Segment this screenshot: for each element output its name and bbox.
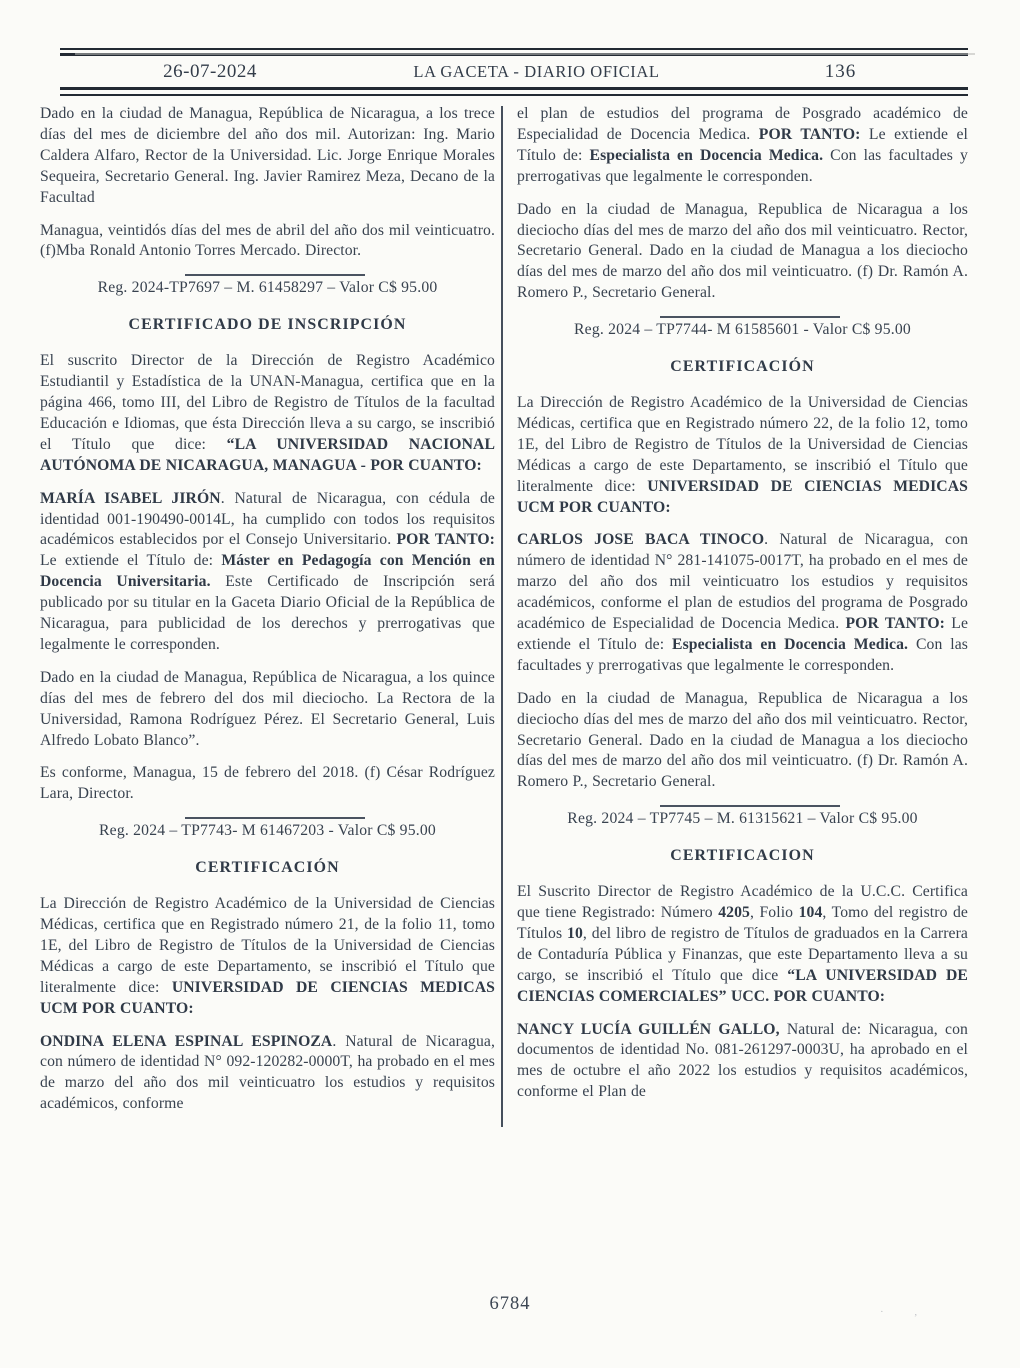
heading-certificado-de-inscripcion: CERTIFICADO DE INSCRIPCIÓN — [128, 316, 407, 334]
paragraph-direccion-registro-21: La Dirección de Registro Académico de la Universidad de Ciencias Médicas, certifica que en Registrado número 21, de la folio 11, tomo 1E, del Libro de Registro de Títulos de la Universidad de Ciencias Médicas a cargo de este Departamento, se inscribió el Título que literalmente dice: UNIVERSIDAD DE CIENCIAS MEDICAS UCM POR CUANTO: — [40, 895, 495, 1017]
registration-line-tp7697 — [40, 274, 495, 299]
paragraph-es-conforme: Es conforme, Managua, 15 de febrero del 2018. (f) César Rodríguez Lara, Director. — [40, 764, 495, 803]
registration-overline — [185, 817, 365, 819]
registration-overline — [185, 274, 365, 276]
heading-certificacion-right-2: CERTIFICACION — [670, 847, 815, 865]
registration-overline — [660, 805, 840, 807]
heading-certificacion-left: CERTIFICACIÓN — [195, 859, 340, 877]
scan-artifact-line — [75, 53, 975, 55]
paragraph-dado-managua-autorizan: Dado en la ciudad de Managua, República de Nicaragua, a los trece días del mes de diciembre del año dos mil. Autorizan: Ing. Mario Caldera Alfaro, Rector de la Universidad. Lic. Jorge Enrique Morales Sequeira, Secretario General. Ing. Javier Ramirez Meza, Decano de la Facultad — [40, 105, 495, 206]
scan-artifact-marks: · , — [880, 1306, 932, 1318]
column-divider-rule — [501, 106, 503, 1127]
paragraph-dado-quince-febrero: Dado en la ciudad de Managua, República de Nicaragua, a los quince días del mes de febrero del dos mil dieciocho. La Rectora de la Universidad, Ramona Rodríguez Pérez. El Secretario General, Luis Alfredo Lobato Blanco”. — [40, 668, 495, 749]
registration-line-tp7743 — [40, 817, 495, 842]
paragraph-dado-dieciocho-marzo-2: Dado en la ciudad de Managua, Republica de Nicaragua a los dieciocho días del mes de marzo del año dos mil veinticuatro. Rector, Secretario General. Dado en la ciudad de Managua a los dieciocho días del mes de marzo del año dos mil veinticuatro. (f) Dr. Ramón A. Romero P., Secretario General. — [517, 689, 968, 791]
paragraph-managua-director: Managua, veintidós días del mes de abril del año dos mil veinticuatro. (f)Mba Ronald Antonio Torres Mercado. Director. — [40, 221, 495, 260]
left-column — [40, 104, 495, 1127]
paragraph-direccion-registro-22: La Dirección de Registro Académico de la Universidad de Ciencias Médicas, certifica que en Registrado número 22, de la folio 12, tomo 1E, del Libro de Registro de Títulos de la Universidad de Ciencias Médicas a cargo de este Departamento, se inscribió el Título que literalmente dice: UNIVERSIDAD DE CIENCIAS MEDICAS UCM POR CUANTO: — [517, 393, 968, 516]
registration-line-tp7744 — [517, 316, 968, 341]
page-header — [60, 48, 968, 96]
paragraph-plan-posgrado: el plan de estudios del programa de Posgrado académico de Especialidad de Docencia Medica. POR TANTO: Le extiende el Título de: Especialista en Docencia Medica. Con las facultades y prerrogativas que legalmente le corresponden. — [517, 105, 968, 185]
registration-line-tp7745 — [517, 805, 968, 830]
right-column — [517, 104, 968, 1127]
paragraph-nancy-guillen-gallo: NANCY LUCÍA GUILLÉN GALLO, Natural de: Nicaragua, con documentos de identidad No. 081-261297-0003U, ha aprobado en el mes de octubre el año 2022 los estudios y requisitos académicos, conforme el Plan de — [517, 1020, 968, 1101]
registration-text: Reg. 2024 – TP7744- M 61585601 - Valor C$ 95.00 — [574, 321, 911, 339]
paragraph-suscrito-ucc: El Suscrito Director de Registro Académico de la U.C.C. Certifica que tiene Registrado: Número 4205, Folio 104, Tomo del registro de Títulos 10, del libro de registro de Títulos de graduados en la Carrera de Contaduría Pública y Finanzas, que este Departamento lleva a su cargo, se inscribió el Título que dice “LA UNIVERSIDAD DE CIENCIAS COMERCIALES” UCC. POR CUANTO: — [517, 883, 968, 1005]
header-bottom-double-rule — [60, 87, 968, 96]
paragraph-dado-dieciocho-marzo-1: Dado en la ciudad de Managua, Republica de Nicaragua a los dieciocho días del mes de marzo del año dos mil veinticuatro. Rector, Secretario General. Dado en la ciudad de Managua a los dieciocho días del mes de marzo del año dos mil veinticuatro. (f) Dr. Ramón A. Romero P., Secretario General. — [517, 200, 968, 302]
paragraph-ondina-espinal: ONDINA ELENA ESPINAL ESPINOZA. Natural de Nicaragua, con número de identidad N° 092-120282-0000T, ha probado en el mes de marzo del año dos mil veinticuatro los estudios y requisitos académicos, conforme — [40, 1032, 496, 1113]
header-title: LA GACETA - DIARIO OFICIAL — [413, 61, 660, 81]
gazette-scanned-page — [0, 48, 1020, 1318]
paragraph-maria-isabel-jiron: MARÍA ISABEL JIRÓN. Natural de Nicaragua, con cédula de identidad 001-190490-0014L, ha cumplido con todos los requisitos académicos establecidos por el Consejo Universitario. POR TANTO: Le extiende el Título de: Máster en Pedagogía con Mención en Docencia Universitaria. Este Certificado de Inscripción será publicado por su titular en la Gaceta Diario Oficial de la República de Nicaragua, para publicidad de los derechos y prerrogativas que legalmente le corresponden. — [40, 489, 496, 653]
paragraph-carlos-baca-tinoco: CARLOS JOSE BACA TINOCO. Natural de Nicaragua, con número de identidad N° 281-141075-0017T, ha probado en el mes de marzo del año dos mil veinticuatro los estudios y requisitos académicos, conforme el plan de estudios del programa de Posgrado académico de Especialidad de Docencia Medica. POR TANTO: Le extiende el Título de: Especialista en Docencia Medica. Con las facultades y prerrogativas que legalmente le corresponden. — [517, 531, 969, 674]
registration-text: Reg. 2024-TP7697 – M. 61458297 – Valor C$ 95.00 — [97, 279, 438, 297]
header-date: 26-07-2024 — [163, 60, 257, 82]
header-page-number: 136 — [824, 60, 857, 82]
heading-certificacion-right-1: CERTIFICACIÓN — [670, 358, 815, 376]
registration-overline — [660, 316, 840, 318]
two-column-body — [40, 104, 968, 1127]
paragraph-el-suscrito-unan: El suscrito Director de la Dirección de Registro Académico Estudiantil y Estadística de la UNAN-Managua, certifica que en la página 466, tomo III, del Libro de Registro de Títulos de la facultad Educación e Idiomas, que ésta Dirección lleva a su cargo, se inscribió el Título que dice: “LA UNIVERSIDAD NACIONAL AUTÓNOMA DE NICARAGUA, MANAGUA - POR CUANTO: — [40, 352, 496, 474]
header-row — [60, 56, 968, 87]
registration-text: Reg. 2024 – TP7743- M 61467203 - Valor C$ 95.00 — [99, 822, 436, 840]
page-footer-number: 6784 — [489, 1294, 531, 1314]
registration-text: Reg. 2024 – TP7745 – M. 61315621 – Valor C$ 95.00 — [567, 810, 918, 828]
